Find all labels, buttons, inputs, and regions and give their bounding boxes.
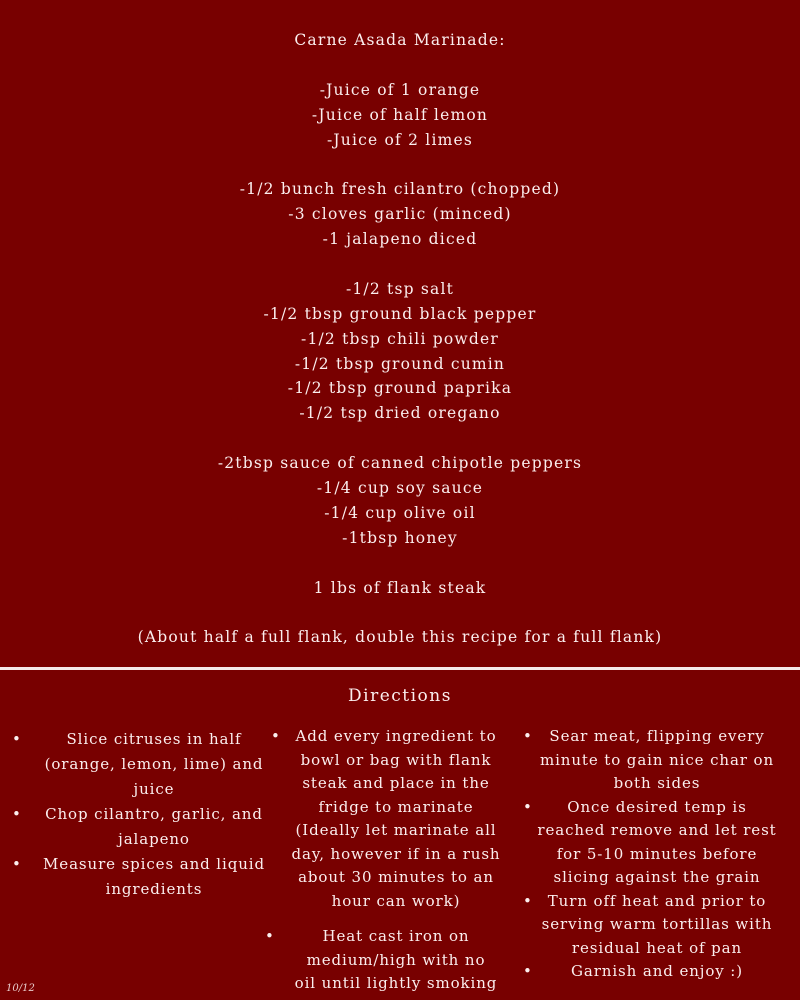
spacer — [0, 551, 800, 576]
direction-step — [523, 890, 777, 961]
section-divider — [0, 667, 800, 670]
bullet-icon: • — [271, 727, 281, 745]
directions-column-cook — [523, 725, 777, 984]
step-text: Chop cilantro, garlic, and jalapeno — [45, 805, 263, 848]
direction-step — [523, 796, 777, 890]
ingredient-line: -1tbsp honey — [342, 528, 458, 547]
spacer — [0, 426, 800, 451]
directions-title: Directions — [348, 686, 452, 706]
ingredient-line: -1/2 tbsp chili powder — [301, 329, 499, 348]
direction-step — [12, 727, 274, 802]
spacer — [0, 252, 800, 277]
bullet-icon: • — [523, 727, 533, 745]
bullet-icon: • — [523, 891, 533, 910]
directions-column-prep — [12, 727, 274, 902]
direction-step — [271, 725, 502, 913]
spacer — [0, 152, 800, 177]
ingredient-line: -1/4 cup soy sauce — [316, 479, 484, 498]
bullet-icon: • — [12, 730, 22, 748]
bullet-icon: • — [12, 855, 22, 873]
ingredient-line: -1/4 cup olive oil — [324, 503, 476, 522]
bullet-icon: • — [523, 962, 533, 980]
ingredient-line: -1/2 tsp dried oregano — [299, 404, 501, 423]
ingredient-line: -Juice of half lemon — [311, 105, 489, 124]
spacer — [0, 53, 800, 78]
ingredient-line: -2tbsp sauce of canned chipotle peppers — [217, 454, 583, 473]
step-text: Turn off heat and prior to serving warm tortillas with residual heat of pan — [541, 891, 773, 957]
direction-step — [523, 725, 777, 796]
directions-column-marinate — [265, 725, 502, 996]
ingredient-line: -1/2 tbsp ground cumin — [294, 354, 506, 373]
ingredient-line: -1/2 tbsp ground black pepper — [263, 304, 537, 323]
ingredient-line: -Juice of 2 limes — [326, 130, 474, 149]
ingredient-line: -1/2 bunch fresh cilantro (chopped) — [239, 180, 561, 199]
step-text: Slice citruses in half (orange, lemon, lime) and juice — [44, 730, 264, 798]
bullet-icon: • — [523, 797, 533, 816]
ingredient-line: -Juice of 1 orange — [319, 80, 481, 99]
direction-step — [12, 852, 274, 902]
step-text: Measure spices and liquid ingredients — [43, 855, 265, 898]
marinade-section — [0, 28, 800, 650]
step-text: Add every ingredient to bowl or bag with flank steak and place in the fridge to marinate (Ideally let marinate all day, however if in a rush about 30 minutes to an hour can work) — [291, 727, 501, 910]
step-text: Garnish and enjoy :) — [570, 962, 744, 980]
bullet-icon: • — [12, 805, 22, 823]
recipe-note: (About half a full flank, double this recipe for a full flank) — [137, 628, 663, 647]
step-text: Heat cast iron on medium/high with no oil until lightly smoking — [294, 927, 498, 992]
ingredient-line: -1 jalapeno diced — [322, 230, 478, 249]
step-text: Sear meat, flipping every minute to gain nice char on both sides — [539, 727, 775, 792]
direction-step — [12, 802, 274, 852]
ingredient-line: -1/2 tbsp ground paprika — [287, 379, 513, 398]
spacer — [0, 600, 800, 625]
ingredient-line: -3 cloves garlic (minced) — [288, 205, 512, 224]
direction-step — [265, 925, 502, 996]
direction-step — [523, 960, 777, 984]
bullet-icon: • — [265, 927, 275, 945]
marinade-title: Carne Asada Marinade: — [294, 31, 506, 49]
step-text: Once desired temp is reached remove and let rest for 5-10 minutes before slicing against the grain — [537, 797, 777, 886]
page-number: 10/12 — [6, 983, 35, 994]
steak-line: 1 lbs of flank steak — [313, 578, 487, 597]
ingredient-line: -1/2 tsp salt — [345, 279, 455, 298]
